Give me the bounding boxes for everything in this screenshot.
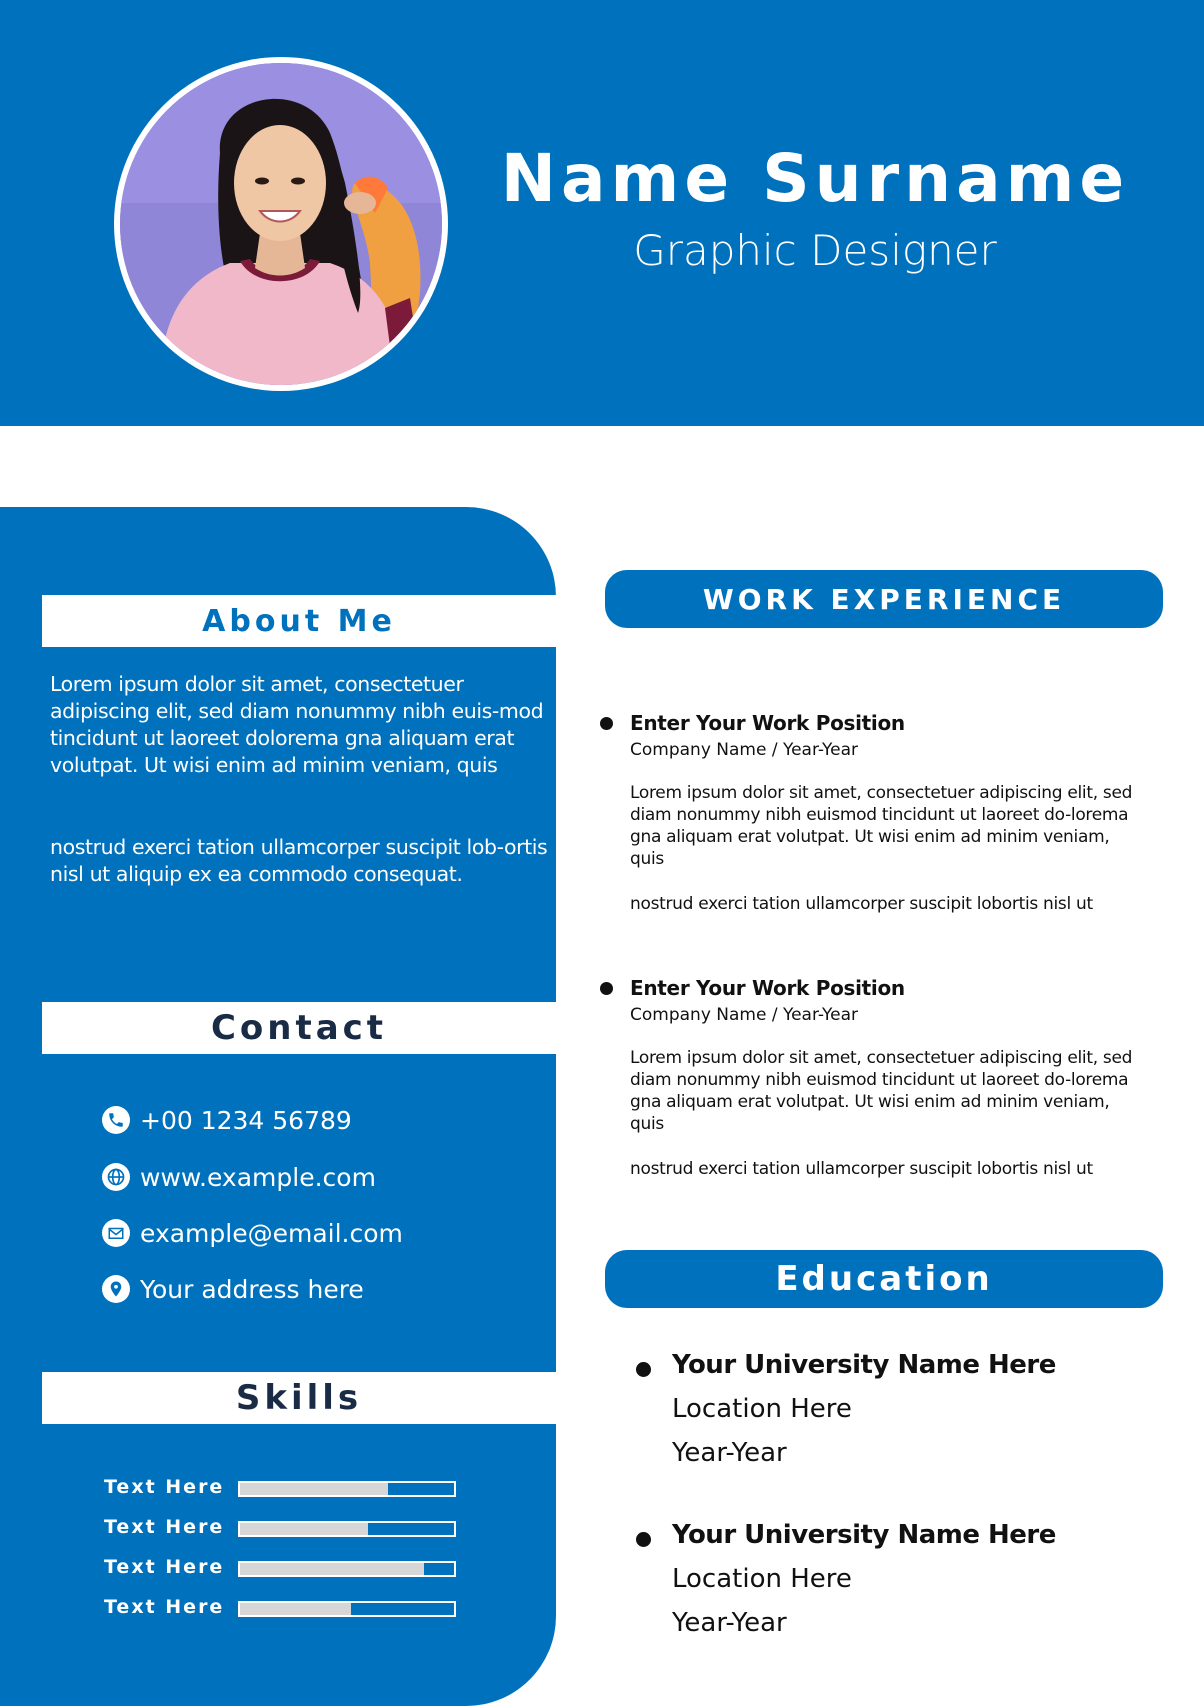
job-position: Enter Your Work Position <box>630 976 905 1000</box>
skill-label: Text Here <box>104 1476 225 1498</box>
bullet-dot <box>636 1362 651 1377</box>
skill-bar <box>238 1481 456 1497</box>
about-paragraph: Lorem ipsum dolor sit amet, consectetuer adipiscing elit, sed diam nonummy nibh euis-mod tincidunt ut laoreet dolorema gna aliquam erat volutpat. Ut wisi enim ad minim veniam, quis <box>50 672 544 777</box>
email-icon <box>102 1219 130 1247</box>
job-position: Enter Your Work Position <box>630 711 905 735</box>
about-heading: About Me <box>42 595 556 647</box>
contact-address <box>102 1271 364 1307</box>
job-description: nostrud exerci tation ullamcorper suscipit lobortis nisl ut <box>630 1159 1093 1179</box>
skills-heading: Skills <box>42 1372 556 1424</box>
job-description: Lorem ipsum dolor sit amet, consectetuer adipiscing elit, sed diam nonummy nibh euismod tincidunt ut laoreet do-lorema gna aliquam erat volutpat. Ut wisi enim ad minim veniam, quis <box>630 783 1133 869</box>
university-years: Year-Year <box>672 1438 787 1468</box>
job-description: Lorem ipsum dolor sit amet, consectetuer adipiscing elit, sed diam nonummy nibh euismod tincidunt ut laoreet do-lorema gna aliquam erat volutpat. Ut wisi enim ad minim veniam, quis <box>630 1048 1133 1134</box>
skill-bar-fill <box>240 1563 424 1575</box>
contact-website-text: www.example.com <box>140 1162 376 1192</box>
contact-phone <box>102 1102 352 1138</box>
location-pin-icon <box>102 1275 130 1303</box>
university-location: Location Here <box>672 1564 852 1594</box>
bullet-dot <box>600 982 613 995</box>
education-heading: Education <box>605 1250 1163 1308</box>
skill-bar <box>238 1521 456 1537</box>
contact-website <box>102 1159 376 1195</box>
skill-label: Text Here <box>104 1596 225 1618</box>
skill-bar-fill <box>240 1603 351 1615</box>
contact-phone-text: +00 1234 56789 <box>140 1105 352 1135</box>
skill-bar-fill <box>240 1523 368 1535</box>
work-experience-heading: WORK EXPERIENCE <box>605 570 1163 628</box>
skill-bar-fill <box>240 1483 388 1495</box>
bullet-dot <box>600 717 613 730</box>
university-name: Your University Name Here <box>672 1520 1056 1550</box>
job-description: nostrud exerci tation ullamcorper suscipit lobortis nisl ut <box>630 894 1093 914</box>
job-title-subtitle: Graphic Designer <box>633 226 997 275</box>
skill-label: Text Here <box>104 1556 225 1578</box>
contact-email <box>102 1215 403 1251</box>
phone-icon <box>102 1106 130 1134</box>
skill-bar <box>238 1561 456 1577</box>
contact-heading: Contact <box>42 1002 556 1054</box>
job-company: Company Name / Year-Year <box>630 1005 858 1025</box>
full-name: Name Surname <box>500 140 1130 217</box>
globe-icon <box>102 1163 130 1191</box>
skill-label: Text Here <box>104 1516 225 1538</box>
profile-photo <box>114 57 448 391</box>
skill-bar <box>238 1601 456 1617</box>
about-paragraph: nostrud exerci tation ullamcorper suscipit lob-ortis nisl ut aliquip ex ea commodo consequat. <box>50 835 548 886</box>
university-location: Location Here <box>672 1394 852 1424</box>
contact-email-text: example@email.com <box>140 1218 403 1248</box>
job-company: Company Name / Year-Year <box>630 740 858 760</box>
contact-address-text: Your address here <box>140 1274 364 1304</box>
bullet-dot <box>636 1532 651 1547</box>
university-years: Year-Year <box>672 1608 787 1638</box>
university-name: Your University Name Here <box>672 1350 1056 1380</box>
